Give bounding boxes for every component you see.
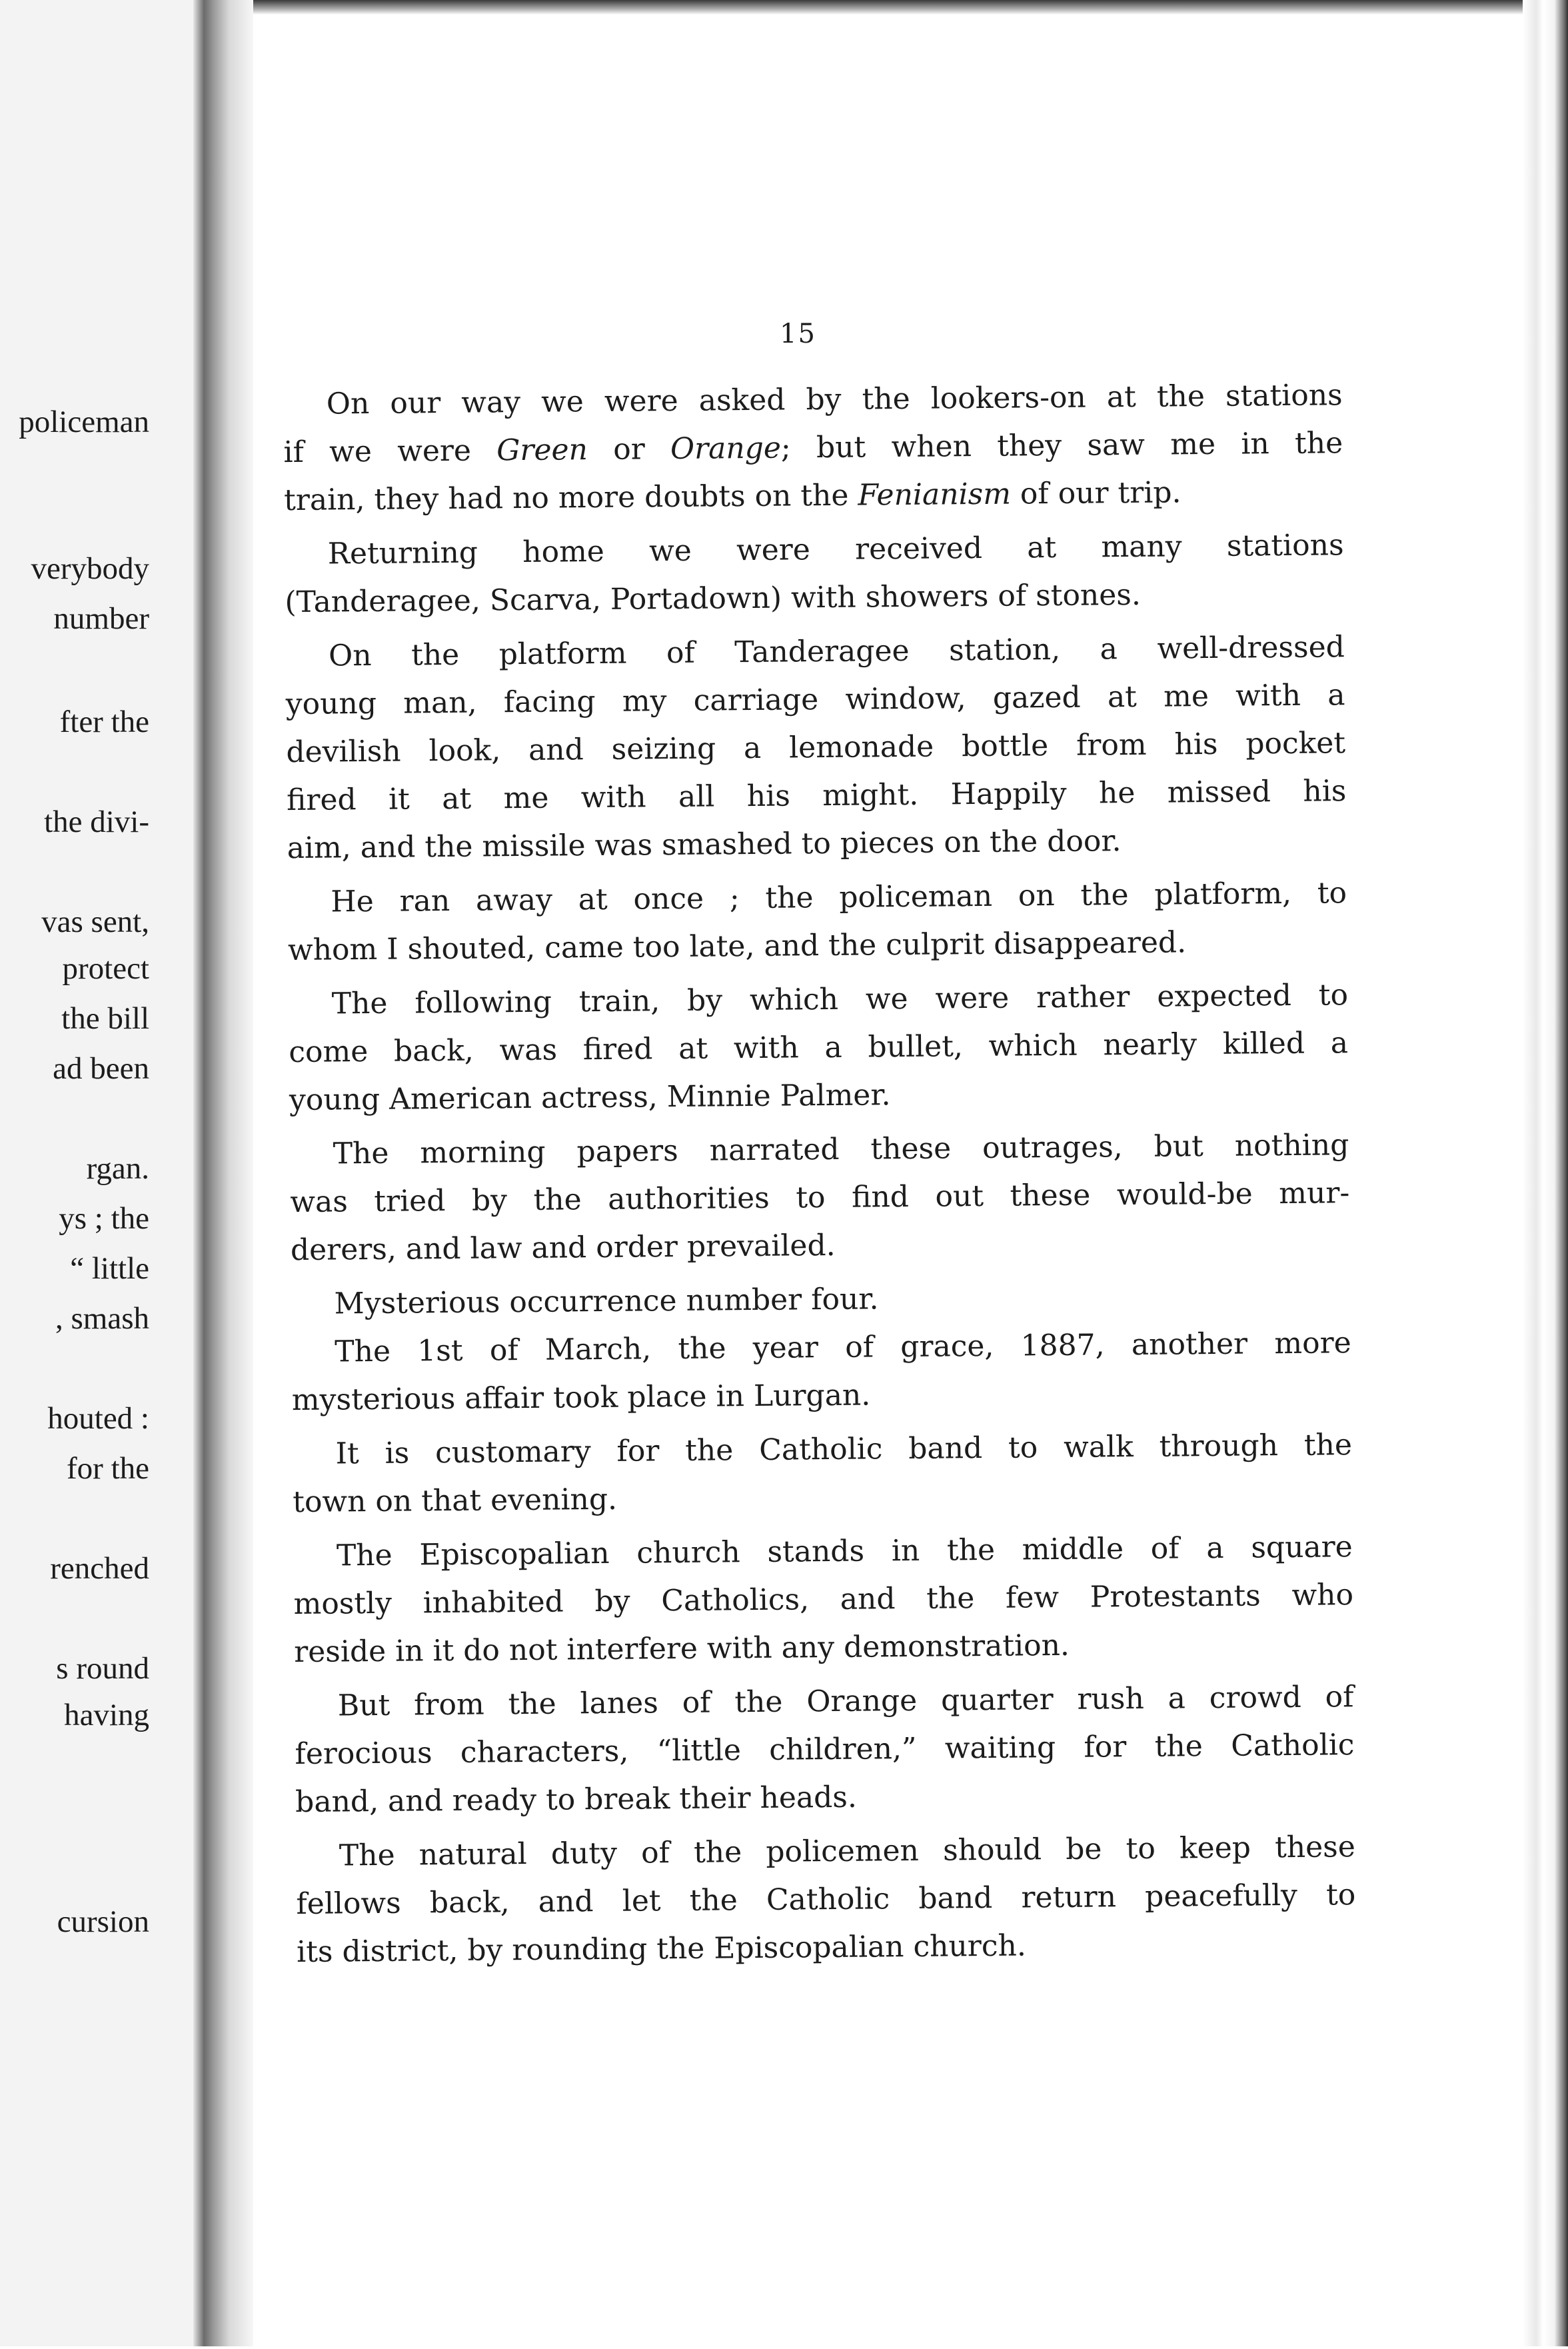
italic-term: Orange <box>670 431 782 467</box>
text-line: On our way we were asked by the lookers-on at the stations <box>326 378 1343 421</box>
text-line: reside in it do not interfere with any demonstration. <box>293 1628 1070 1670</box>
left-page-fragment: vas sent, <box>41 905 149 939</box>
left-page-fragment: for the <box>67 1451 149 1486</box>
text-segment: if we were <box>283 433 497 470</box>
text-line: The natural duty of the policemen should be to keep these <box>339 1830 1355 1873</box>
left-page-fragment: number <box>53 601 149 636</box>
text-line: The Episcopalian church stands in the middle of a square <box>336 1530 1353 1573</box>
left-page-fragment: “ little <box>70 1251 149 1286</box>
text-line: its district, by rounding the Episcopalian church. <box>296 1928 1027 1970</box>
text-line: ferocious characters, “little children,” waiting for the Catholic <box>295 1728 1355 1772</box>
text-line: devilish look, and seizing a lemonade bottle from his pocket <box>286 726 1346 770</box>
left-page-fragment: renched <box>50 1551 149 1586</box>
left-page-fragment: cursion <box>57 1904 149 1939</box>
left-page-fragment: protect <box>62 951 149 986</box>
text-line <box>283 475 1181 518</box>
text-line: aim, and the missile was smashed to pieces on the door. <box>287 824 1122 866</box>
text-line: mostly inhabited by Catholics, and the few Protestants who <box>293 1578 1354 1622</box>
left-page-fragment: rgan. <box>86 1151 149 1186</box>
text-segment: ; but when they saw me in the <box>780 426 1343 465</box>
text-line: derers, and law and order prevailed. <box>290 1228 836 1268</box>
text-line: Mysterious occurrence number four. <box>334 1282 879 1321</box>
italic-term: Fenianism <box>858 477 1012 513</box>
text-segment: or <box>587 432 671 467</box>
text-line: Returning home we were received at many stations <box>327 528 1344 571</box>
text-line <box>283 426 1343 470</box>
left-page-fragment: ys ; the <box>59 1201 149 1236</box>
text-line: The 1st of March, the year of grace, 1887, another more <box>335 1326 1351 1369</box>
text-segment: of our trip. <box>1010 475 1181 511</box>
left-page-fragment: policeman <box>19 405 149 439</box>
text-line: band, and ready to break their heads. <box>295 1780 858 1820</box>
text-line: It is customary for the Catholic band to walk through the <box>335 1428 1353 1471</box>
left-page-fragment: having <box>64 1698 149 1732</box>
text-line: was tried by the authorities to find out these would-be mur- <box>290 1176 1350 1220</box>
text-line: He ran away at once ; the policeman on the platform, to <box>331 876 1347 919</box>
left-page-fragment: the bill <box>61 1001 149 1036</box>
text-line: (Tanderagee, Scarva, Portadown) with showers of stones. <box>285 577 1142 620</box>
text-line: whom I shouted, came too late, and the culprit disappeared. <box>287 925 1187 968</box>
left-page-fragment: houted : <box>47 1401 149 1436</box>
left-page-fragment: the divi- <box>44 805 149 839</box>
text-line: come back, was fired at with a bullet, which nearly killed a <box>289 1026 1349 1070</box>
text-line: The morning papers narrated these outrages, but nothing <box>333 1128 1349 1171</box>
left-page-fragment: , smash <box>55 1301 149 1336</box>
text-line: mysterious affair took place in Lurgan. <box>291 1378 871 1418</box>
text-line: fellows back, and let the Catholic band return peacefully to <box>296 1878 1356 1922</box>
left-page-fragment: verybody <box>31 551 149 586</box>
text-line: But from the lanes of the Orange quarter rush a crowd of <box>337 1680 1354 1723</box>
text-line: On the platform of Tanderagee station, a well-dressed <box>328 630 1345 673</box>
left-page-fragment: fter the <box>59 705 149 739</box>
text-segment: train, they had no more doubts on the <box>283 478 858 518</box>
italic-term: Green <box>496 433 588 468</box>
text-line: young man, facing my carriage window, gazed at me with a <box>285 678 1345 722</box>
text-line: young American actress, Minnie Palmer. <box>289 1078 891 1118</box>
text-line: town on that evening. <box>293 1482 618 1520</box>
text-line: fired it at me with all his might. Happily he missed his <box>286 774 1347 818</box>
left-page-fragment: s round <box>56 1651 149 1686</box>
left-page-fragment: ad been <box>53 1051 149 1086</box>
page-number: 15 <box>780 319 816 349</box>
text-line: The following train, by which we were rather expected to <box>331 978 1349 1021</box>
